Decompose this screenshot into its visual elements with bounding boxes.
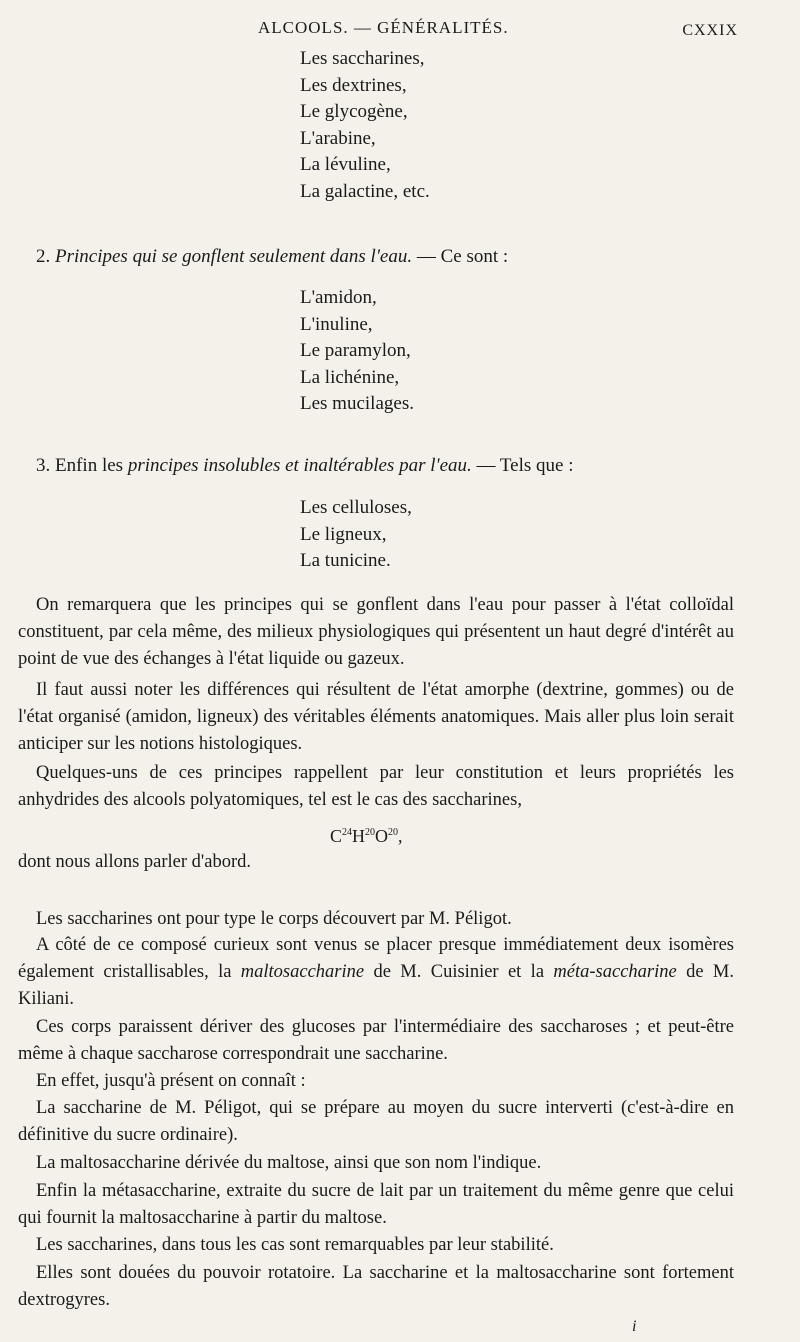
chemical-formula: $C^{24}H^{20}O^{20}$, <box>330 826 403 846</box>
paragraph: On remarquera que les principes qui se gonflent dans l'eau pour passer à l'état colloïdal constituent, par cela même, des milieux physiologiques qui présentent un haut degré d'intérêt au point de vue des échanges à l'état liquide ou gazeux. <box>18 595 734 669</box>
paragraph: Quelques-uns de ces principes rappellent par leur constitution et leurs propriétés les anhydrides des alcools polyatomiques, tel est le cas des saccharines, <box>18 763 734 810</box>
paragraph: La maltosaccharine dérivée du maltose, ainsi que son nom l'indique. <box>36 1153 542 1173</box>
paragraph: Elles sont douées du pouvoir rotatoire. La saccharine et la maltosaccharine sont fortement dextrogyres. <box>18 1263 734 1310</box>
section-2-title: Principes qui se gonflent seulement dans l'eau. <box>55 246 413 267</box>
paragraph: Il faut aussi noter les différences qui résultent de l'état amorphe (dextrine, gommes) ou de l'état organisé (amidon, ligneux) des véritables éléments anatomiques. Mais aller plus loin serait anticiper sur les notions histologiques. <box>18 680 734 754</box>
page-number: CXXIX <box>682 22 738 39</box>
paragraph: Ces corps paraissent dériver des glucoses par l'intermédiaire des saccharoses ; et peut-être même à chaque saccharose correspondrait une saccharine. <box>18 1017 734 1064</box>
list-item: La tunicine. <box>300 550 391 571</box>
paragraph: Enfin la métasaccharine, extraite du sucre de lait par un traitement du même genre que celui qui fournit la maltosaccharine à partir du maltose. <box>18 1181 734 1228</box>
list-item: La lévuline, <box>300 154 391 175</box>
section-2-heading: 2. Principes qui se gonflent seulement dans l'eau. — Ce sont : <box>36 246 509 267</box>
list-item: Les dextrines, <box>300 74 407 96</box>
list-item: Les mucilages. <box>300 393 414 414</box>
paragraph: Les saccharines, dans tous les cas sont remarquables par leur stabilité. <box>36 1235 554 1255</box>
list-item: L'amidon, <box>300 287 377 308</box>
paragraph: La saccharine de M. Péligot, qui se prépare au moyen du sucre interverti (c'est-à-dire en définitive du sucre ordinaire). <box>18 1098 734 1145</box>
list-item: Le glycogène, <box>300 101 408 122</box>
list-item: Les celluloses, <box>300 497 412 518</box>
paragraph: Les saccharines ont pour type le corps découvert par M. Péligot. <box>36 909 512 929</box>
list-item: La lichénine, <box>300 366 400 388</box>
signature-mark: i <box>632 1318 637 1335</box>
header-title: ALCOOLS. — GÉNÉRALITÉS. <box>258 18 509 37</box>
paragraph: En effet, jusqu'à présent on connaît : <box>36 1071 306 1091</box>
list-item: Les saccharines, <box>300 48 425 69</box>
section-3-title: principes insolubles et inaltérables par l'eau. <box>127 455 472 476</box>
list-item: Le paramylon, <box>300 340 411 361</box>
list-soluble-principles <box>300 46 430 205</box>
section-3-heading: 3. Enfin les principes insolubles et inaltérables par l'eau. — Tels que : <box>36 455 574 476</box>
running-header <box>0 14 800 44</box>
paragraph: A côté de ce composé curieux sont venus se placer presque immédiatement deux isomères également cristallisables, la maltosaccharine de M. Cuisinier et la méta-saccharine de M. Kiliani. <box>18 935 734 1009</box>
paragraph: dont nous allons parler d'abord. <box>18 852 251 872</box>
list-item: L'inuline, <box>300 313 373 335</box>
list-item: L'arabine, <box>300 127 376 149</box>
list-item: La galactine, etc. <box>300 180 430 202</box>
list-item: Le ligneux, <box>300 523 387 545</box>
list-insoluble-principles <box>300 495 412 575</box>
list-swelling-principles <box>300 285 414 418</box>
